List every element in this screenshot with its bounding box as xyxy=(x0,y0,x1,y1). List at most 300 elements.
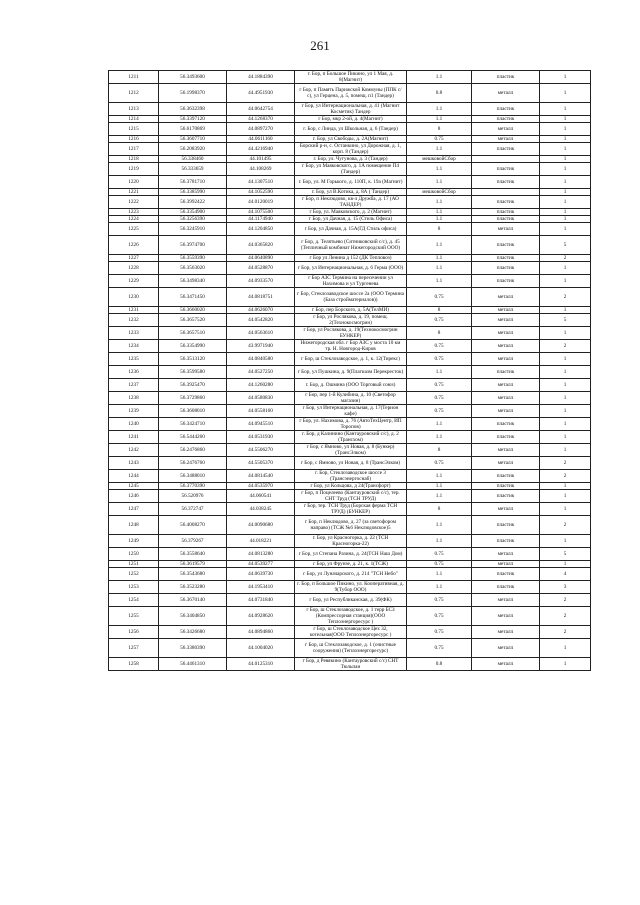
material-cell: металл xyxy=(472,561,540,568)
longitude-cell: 44.0542820 xyxy=(227,314,295,327)
quantity-cell: 1 xyxy=(540,490,591,503)
latitude-cell: 56.3599580 xyxy=(159,366,227,379)
address-cell: г Бор, ул Рослякова, д. 19(Технокосмогрин БУНКЕР) xyxy=(295,327,407,340)
volume-cell: 1.1 xyxy=(407,116,472,123)
material-cell: пластик xyxy=(472,116,540,123)
material-cell: металл xyxy=(472,223,540,236)
latitude-cell: 56.3974700 xyxy=(159,236,227,255)
volume-cell: 1.1 xyxy=(407,568,472,581)
table-row xyxy=(109,216,591,223)
longitude-cell: 44.5506270 xyxy=(227,444,295,457)
longitude-cell: 44.5505370 xyxy=(227,457,295,470)
row-number: 1214 xyxy=(109,116,159,123)
longitude-cell: 44.0539277 xyxy=(227,561,295,568)
material-cell: металл xyxy=(472,307,540,314)
table-row xyxy=(109,516,591,535)
longitude-cell: 44.0731840 xyxy=(227,594,295,607)
material-cell: пластик xyxy=(472,143,540,156)
volume-cell: 1.1 xyxy=(407,143,472,156)
table-row xyxy=(109,548,591,561)
quantity-cell: 2 xyxy=(540,594,591,607)
material-cell: пластик xyxy=(472,418,540,431)
volume-cell: 0.75 xyxy=(407,136,472,143)
longitude-cell: 44.0814540 xyxy=(227,470,295,483)
longitude-cell: 44.1268370 xyxy=(227,116,295,123)
latitude-cell: 56.333659 xyxy=(159,163,227,176)
longitude-cell: 44.0125310 xyxy=(227,658,295,671)
address-cell: г Бор, пер 1-й Кулибина, д. 10 (Светофор магазин) xyxy=(295,392,407,405)
material-cell: пластик xyxy=(472,236,540,255)
latitude-cell: 56.3558640 xyxy=(159,548,227,561)
address-cell: г Бор, с Ямново, ул Новая, д. 8 (Бункер) (ТрансЭлком) xyxy=(295,444,407,457)
quantity-cell: 1 xyxy=(540,136,591,143)
address-cell: г Бор, ул Пушкина, д. 9(Плагиазм Перекресток) xyxy=(295,366,407,379)
volume-cell: 1.1 xyxy=(407,535,472,548)
material-cell xyxy=(472,156,540,163)
row-number: 1238 xyxy=(109,392,159,405)
quantity-cell: 1 xyxy=(540,535,591,548)
material-cell: пластик xyxy=(472,581,540,594)
longitude-cell: 44.1260280 xyxy=(227,379,295,392)
longitude-cell: 44.0120019 xyxy=(227,196,295,209)
longitude-cell: 44.1075500 xyxy=(227,209,295,216)
table-row xyxy=(109,490,591,503)
table-row xyxy=(109,470,591,483)
address-cell: г Бор, п Поцелеево (Кантауровский с/с), тер. СНТ Труд (ТСН ТРУД) xyxy=(295,490,407,503)
longitude-cell: 44.0626070 xyxy=(227,307,295,314)
table-row xyxy=(109,568,591,581)
quantity-cell: 1 xyxy=(540,307,591,314)
latitude-cell: 56.6170869 xyxy=(159,123,227,136)
quantity-cell: 1 xyxy=(540,216,591,223)
material-cell: пластик xyxy=(472,490,540,503)
material-cell: металл xyxy=(472,503,540,516)
row-number: 1236 xyxy=(109,366,159,379)
quantity-cell: 3 xyxy=(540,581,591,594)
address-cell: г Бор, п Память Парижской Коммуны (ППК с/с), ул Герцена, д. 5, помещ. п1 (Тандер) xyxy=(295,84,407,103)
table-row xyxy=(109,189,591,196)
row-number: 1248 xyxy=(109,516,159,535)
table-row xyxy=(109,327,591,340)
material-cell: пластик xyxy=(472,103,540,116)
table-row xyxy=(109,607,591,626)
table-row xyxy=(109,444,591,457)
volume-cell: 8 xyxy=(407,327,472,340)
row-number: 1237 xyxy=(109,379,159,392)
quantity-cell: 1 xyxy=(540,103,591,116)
address-cell: г Бор, ул Интернациональная, д. 41 (Магнит Косметик) Тандер xyxy=(295,103,407,116)
table-row xyxy=(109,340,591,353)
table-row xyxy=(109,594,591,607)
material-cell xyxy=(472,189,540,196)
material-cell: металл xyxy=(472,379,540,392)
quantity-cell: 1 xyxy=(540,189,591,196)
material-cell: металл xyxy=(472,457,540,470)
volume-cell: 1.1 xyxy=(407,236,472,255)
longitude-cell: 44.018221 xyxy=(227,535,295,548)
latitude-cell: 56.3657510 xyxy=(159,327,227,340)
table-row xyxy=(109,503,591,516)
table-row xyxy=(109,366,591,379)
quantity-cell: 1 xyxy=(540,143,591,156)
material-cell: пластик xyxy=(472,216,540,223)
row-number: 1250 xyxy=(109,548,159,561)
longitude-cell: 44.0365820 xyxy=(227,236,295,255)
volume-cell: 1.1 xyxy=(407,196,472,209)
table-row xyxy=(109,116,591,123)
quantity-cell: 1 xyxy=(540,418,591,431)
row-number: 1224 xyxy=(109,216,159,223)
quantity-cell: 5 xyxy=(540,548,591,561)
quantity-cell: 1 xyxy=(540,163,591,176)
latitude-cell: 56.520976 xyxy=(159,490,227,503)
table-row xyxy=(109,561,591,568)
volume-cell: 1.1 xyxy=(407,516,472,535)
longitude-cell: 44.1004020 xyxy=(227,639,295,658)
longitude-cell: 44.1052590 xyxy=(227,189,295,196)
row-number: 1256 xyxy=(109,626,159,639)
table-row xyxy=(109,639,591,658)
quantity-cell: 2 xyxy=(540,470,591,483)
table-row xyxy=(109,123,591,136)
row-number: 1234 xyxy=(109,340,159,353)
row-number: 1240 xyxy=(109,418,159,431)
table-row xyxy=(109,223,591,236)
table-row xyxy=(109,314,591,327)
table-row xyxy=(109,156,591,163)
address-cell: г Бор, Стеклозаводское шоссе 2а (ООО Термина (База стройматериалов)) xyxy=(295,288,407,307)
address-cell: Нижегородская обл. г Бор АЗС у моста 10 км тр. Н. Новгород-Киров xyxy=(295,340,407,353)
table-row xyxy=(109,626,591,639)
row-number: 1212 xyxy=(109,84,159,103)
row-number: 1247 xyxy=(109,503,159,516)
volume-cell: 0.75 xyxy=(407,561,472,568)
table-row xyxy=(109,84,591,103)
table-row xyxy=(109,457,591,470)
row-number: 1254 xyxy=(109,594,159,607)
latitude-cell: 56.3354990 xyxy=(159,340,227,353)
volume-cell: 1.1 xyxy=(407,366,472,379)
address-cell: г Бор, ул Степана Разина, д. 24(ТСН Наш Дом) xyxy=(295,548,407,561)
row-number: 1215 xyxy=(109,123,159,136)
row-number: 1216 xyxy=(109,136,159,143)
table-row xyxy=(109,392,591,405)
latitude-cell: 56.3426680 xyxy=(159,626,227,639)
row-number: 1246 xyxy=(109,490,159,503)
longitude-cell: 44.0928620 xyxy=(227,607,295,626)
latitude-cell: 56.3559390 xyxy=(159,255,227,262)
latitude-cell: 56.3632398 xyxy=(159,103,227,116)
longitude-cell: 44.060541 xyxy=(227,490,295,503)
table-row xyxy=(109,307,591,314)
latitude-cell: 56.3493600 xyxy=(159,71,227,84)
address-cell: г Бор, ул. Маяковского, д. 2 (Магнит) xyxy=(295,209,407,216)
volume-cell: 1.1 xyxy=(407,418,472,431)
quantity-cell: 2 xyxy=(540,255,591,262)
row-number: 1221 xyxy=(109,189,159,196)
longitude-cell: 44.0933570 xyxy=(227,275,295,288)
quantity-cell: 2 xyxy=(540,457,591,470)
material-cell: пластик xyxy=(472,176,540,189)
table-row xyxy=(109,275,591,288)
latitude-cell: 56.3471450 xyxy=(159,288,227,307)
longitude-cell: 44.0813280 xyxy=(227,548,295,561)
table-row xyxy=(109,176,591,189)
address-cell: г Бор, пер Борского, д. 5А(ТелМИ) xyxy=(295,307,407,314)
volume-cell: 1.1 xyxy=(407,490,472,503)
volume-cell: 0.75 xyxy=(407,548,472,561)
latitude-cell: 56.3925470 xyxy=(159,379,227,392)
row-number: 1251 xyxy=(109,561,159,568)
page-number: 261 xyxy=(310,38,330,53)
address-cell: г Бор, мкр 2-ой, д. 4(Магнит) xyxy=(295,116,407,123)
material-cell: металл xyxy=(472,353,540,366)
table-row xyxy=(109,262,591,275)
row-number: 1227 xyxy=(109,255,159,262)
row-number: 1213 xyxy=(109,103,159,116)
quantity-cell: 1 xyxy=(540,209,591,216)
table-row xyxy=(109,418,591,431)
longitude-cell: 44.0840580 xyxy=(227,353,295,366)
volume-cell: 1.1 xyxy=(407,483,472,490)
volume-cell: 0.75 xyxy=(407,288,472,307)
address-cell: г. Бор, ул Свободы, д. 2А(Магнит) xyxy=(295,136,407,143)
volume-cell: 1.1 xyxy=(407,103,472,116)
material-cell: пластик xyxy=(472,71,540,84)
material-cell: пластик xyxy=(472,483,540,490)
address-cell: г Бор, ш Стеклозаводское, д. 1 терр БСЗ (Компрессорная станция)(ООО Теплоэнергоресурс ) xyxy=(295,607,407,626)
volume-cell: 0.75 xyxy=(407,626,472,639)
volume-cell: 1.1 xyxy=(407,216,472,223)
latitude-cell: 56.3660020 xyxy=(159,307,227,314)
latitude-cell: 56.3770390 xyxy=(159,483,227,490)
material-cell: пластик xyxy=(472,535,540,548)
quantity-cell: 2 xyxy=(540,340,591,353)
volume-cell: 0.75 xyxy=(407,607,472,626)
row-number: 1249 xyxy=(109,535,159,548)
longitude-cell: 44.4951930 xyxy=(227,84,295,103)
address-cell: г Бор, ул Интернациональная, д. 6 Герма (ООО) xyxy=(295,262,407,275)
volume-cell: 0.75 xyxy=(407,340,472,353)
latitude-cell: 56.1998370 xyxy=(159,84,227,103)
longitude-cell: 44.108269 xyxy=(227,163,295,176)
latitude-cell: 56.3607710 xyxy=(159,136,227,143)
table-row xyxy=(109,405,591,418)
longitude-cell: 44.0818751 xyxy=(227,288,295,307)
latitude-cell: 56.4461310 xyxy=(159,658,227,671)
material-cell: пластик xyxy=(472,431,540,444)
material-cell: металл xyxy=(472,123,540,136)
material-cell: пластик xyxy=(472,275,540,288)
address-cell: г Бор, д Ревякино (Кантауровский с/с) СНТ Тюльпан xyxy=(295,658,407,671)
volume-cell: 8 xyxy=(407,503,472,516)
address-cell: г Бор, ул Дачная, д. 15 (Стиль Офиса) xyxy=(295,216,407,223)
row-number: 1226 xyxy=(109,236,159,255)
row-number: 1252 xyxy=(109,568,159,581)
address-cell: г Бор, ул Фрунзе, д. 21, к. 1(ТСЖ) xyxy=(295,561,407,568)
quantity-cell: 1 xyxy=(540,84,591,103)
latitude-cell: 56.372747 xyxy=(159,503,227,516)
material-cell: металл xyxy=(472,594,540,607)
row-number: 1228 xyxy=(109,262,159,275)
volume-cell: мешковойСбор xyxy=(407,189,472,196)
row-number: 1253 xyxy=(109,581,159,594)
address-cell: г Бор, ул Республиканская, д. 39(ФК) xyxy=(295,594,407,607)
table-row xyxy=(109,353,591,366)
address-cell: г Бор, ул Дачная, д. 15А(ГД Стиль офиса) xyxy=(295,223,407,236)
material-cell: металл xyxy=(472,444,540,457)
quantity-cell: 1 xyxy=(540,658,591,671)
longitude-cell: 44.0563610 xyxy=(227,327,295,340)
material-cell: металл xyxy=(472,288,540,307)
quantity-cell: 1 xyxy=(540,431,591,444)
table-row xyxy=(109,288,591,307)
quantity-cell: 1 xyxy=(540,327,591,340)
address-cell: г Бор, ул Маяковского, д. 1А помещение П4 (Тандер) xyxy=(295,163,407,176)
table-row xyxy=(109,658,591,671)
address-cell: г Бор, ул Интернациональная, д. 17(Терион кафе) xyxy=(295,405,407,418)
longitude-cell: 44.0535970 xyxy=(227,483,295,490)
volume-cell: 1.1 xyxy=(407,275,472,288)
volume-cell: 0.8 xyxy=(407,84,472,103)
latitude-cell: 56.4008270 xyxy=(159,516,227,535)
volume-cell: 0.75 xyxy=(407,457,472,470)
quantity-cell: 1 xyxy=(540,176,591,189)
quantity-cell: 2 xyxy=(540,288,591,307)
longitude-cell: 44.0527250 xyxy=(227,366,295,379)
volume-cell: 0.75 xyxy=(407,405,472,418)
quantity-cell: 2 xyxy=(540,516,591,535)
quantity-cell: 5 xyxy=(540,314,591,327)
table-row xyxy=(109,236,591,255)
volume-cell: 8 xyxy=(407,223,472,236)
address-cell: г Бор, ш Стеклозаводское, д. 1, к. 12(Тирекс) xyxy=(295,353,407,366)
material-cell: металл xyxy=(472,658,540,671)
quantity-cell: 1 xyxy=(540,156,591,163)
material-cell: пластик xyxy=(472,163,540,176)
latitude-cell: 56.379267 xyxy=(159,535,227,548)
table-row xyxy=(109,71,591,84)
volume-cell: 8 xyxy=(407,307,472,314)
address-cell: г Бор, ул Рослякова, д. 19, помещ. 2(Технокосмогрин) xyxy=(295,314,407,327)
longitude-cell: 44.0894860 xyxy=(227,626,295,639)
latitude-cell: 56.3498340 xyxy=(159,275,227,288)
quantity-cell: 5 xyxy=(540,236,591,255)
latitude-cell: 56.3245910 xyxy=(159,223,227,236)
latitude-cell: 56.2476860 xyxy=(159,444,227,457)
address-cell: г Бор ул Ленина д 152 (ДК Тепловоз) xyxy=(295,255,407,262)
address-cell: г. Бор, ул. Чугунова, д. 3 (Тандер) xyxy=(295,156,407,163)
latitude-cell: 56.3385990 xyxy=(159,189,227,196)
address-cell: г Бор, с Ямново, ул Новая, д. 8 (ТрансЭлком) xyxy=(295,457,407,470)
material-cell: пластик xyxy=(472,255,540,262)
row-number: 1255 xyxy=(109,607,159,626)
address-cell: г. Бор, д. Ошмина (ООО Торговый союз) xyxy=(295,379,407,392)
row-number: 1220 xyxy=(109,176,159,189)
row-number: 1222 xyxy=(109,196,159,209)
row-number: 1229 xyxy=(109,275,159,288)
quantity-cell: 1 xyxy=(540,561,591,568)
material-cell: металл xyxy=(472,639,540,658)
quantity-cell: 1 xyxy=(540,275,591,288)
latitude-cell: 56.3657520 xyxy=(159,314,227,327)
row-number: 1217 xyxy=(109,143,159,156)
latitude-cell: 56.3608010 xyxy=(159,405,227,418)
volume-cell: 0.75 xyxy=(407,314,472,327)
volume-cell: 0.75 xyxy=(407,594,472,607)
latitude-cell: 56.3543680 xyxy=(159,568,227,581)
row-number: 1244 xyxy=(109,470,159,483)
latitude-cell: 56.5444260 xyxy=(159,431,227,444)
table-row xyxy=(109,163,591,176)
table-row xyxy=(109,209,591,216)
longitude-cell: 44.0528870 xyxy=(227,262,295,275)
volume-cell: 1.1 xyxy=(407,470,472,483)
volume-cell: мешковойСбор xyxy=(407,156,472,163)
quantity-cell: 1 xyxy=(540,116,591,123)
volume-cell: 8 xyxy=(407,123,472,136)
table-row xyxy=(109,143,591,156)
longitude-cell: 44.0558160 xyxy=(227,405,295,418)
table-row xyxy=(109,136,591,143)
quantity-cell: 1 xyxy=(540,405,591,418)
latitude-cell: 56.3354900 xyxy=(159,209,227,216)
latitude-cell: 56.3488010 xyxy=(159,470,227,483)
latitude-cell: 56.338460 xyxy=(159,156,227,163)
table-row xyxy=(109,103,591,116)
material-cell: металл xyxy=(472,548,540,561)
address-cell: г. Бор, с Линда, ул Школьная, д. 6 (Тандер) xyxy=(295,123,407,136)
row-number: 1245 xyxy=(109,483,159,490)
volume-cell: 0.75 xyxy=(407,639,472,658)
quantity-cell: 1 xyxy=(540,123,591,136)
row-number: 1242 xyxy=(109,444,159,457)
longitude-cell: 43.9971940 xyxy=(227,340,295,353)
longitude-cell: 44.1204850 xyxy=(227,223,295,236)
address-cell: Борский р-н, с. Останкино, ул Дорожная, д. 1, корп. 8 (Тандер) xyxy=(295,143,407,156)
table-row xyxy=(109,581,591,594)
latitude-cell: 56.3523280 xyxy=(159,581,227,594)
longitude-cell: 44.0897270 xyxy=(227,123,295,136)
longitude-cell: 44.038245 xyxy=(227,503,295,516)
material-cell: пластик xyxy=(472,366,540,379)
volume-cell: 0.75 xyxy=(407,392,472,405)
volume-cell: 1.1 xyxy=(407,262,472,275)
address-cell: г. Бор, ул. М Горького, д. 110П, к. 19а (Магнит) xyxy=(295,176,407,189)
quantity-cell: 2 xyxy=(540,607,591,626)
row-number: 1218 xyxy=(109,156,159,163)
table-row xyxy=(109,379,591,392)
latitude-cell: 56.2476760 xyxy=(159,457,227,470)
material-cell: пластик xyxy=(472,470,540,483)
address-cell: г Бор, п Неклюдово, кв-л Дружба, д. 17 (АО ТАНДЕР) xyxy=(295,196,407,209)
table-row xyxy=(109,255,591,262)
address-cell: г Бор, ш Стеклозаводское, д. 1 (очистные сооружения) (Теплоэнергоресурс) xyxy=(295,639,407,658)
address-cell: г Бор, ул Кольцова, д 24(Трансфорт) xyxy=(295,483,407,490)
address-cell: г Бор, тер. ТСН Труд (Борская ферма ТСН ТРУД) (БУНКЕР) xyxy=(295,503,407,516)
address-cell: г Бор, ул. Нахимова, д. 76 (АвтоТехЦентр, ИП Торопов) xyxy=(295,418,407,431)
address-cell: г Бор, ул Луначарского, д. 214 "ТСН Небо" xyxy=(295,568,407,581)
material-cell: пластик xyxy=(472,516,540,535)
quantity-cell: 1 xyxy=(540,379,591,392)
material-cell: металл xyxy=(472,626,540,639)
row-number: 1257 xyxy=(109,639,159,658)
address-cell: г. Бор, ул В.Котика, д. 8А ( Тандер) xyxy=(295,189,407,196)
table-row xyxy=(109,431,591,444)
material-cell: металл xyxy=(472,314,540,327)
latitude-cell: 56.3424710 xyxy=(159,418,227,431)
row-number: 1232 xyxy=(109,314,159,327)
